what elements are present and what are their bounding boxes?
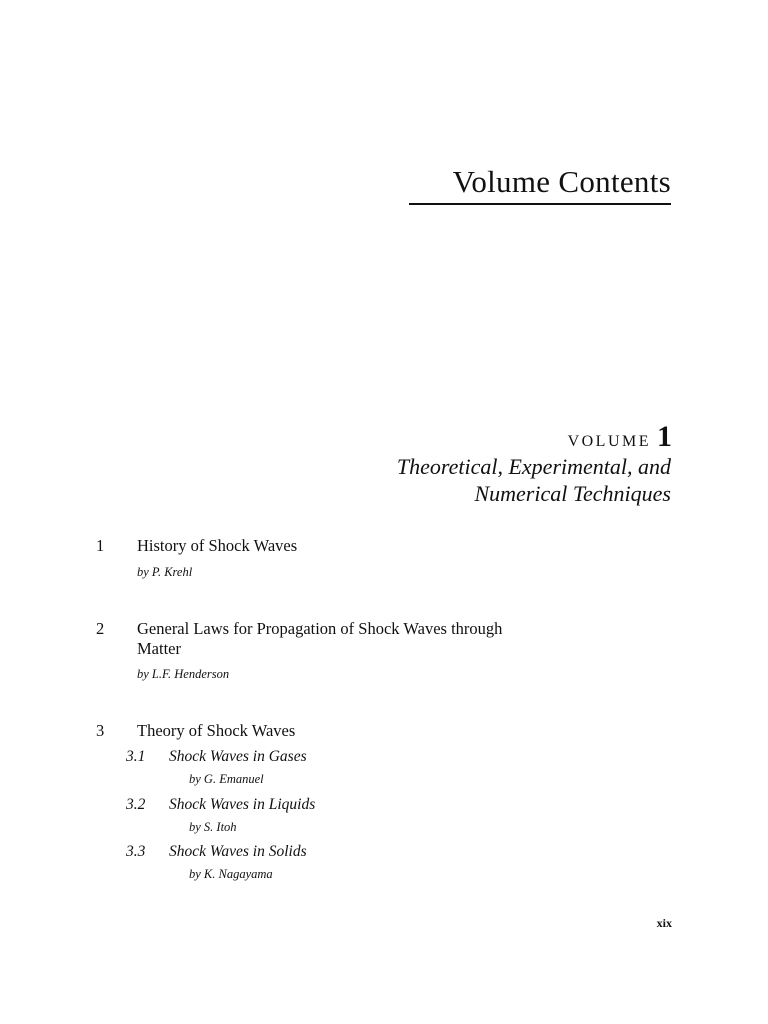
chapter-1-author: by P. Krehl (137, 565, 193, 579)
chapter-3-title: Theory of Shock Waves (137, 721, 296, 740)
title-rule (409, 203, 671, 205)
chapter-2-author: by L.F. Henderson (137, 667, 230, 681)
section-3-3-title: Shock Waves in Solids (169, 843, 307, 860)
chapter-3-number: 3 (96, 721, 105, 740)
section-3-3-author: by K. Nagayama (189, 867, 273, 881)
section-3-2-title: Shock Waves in Liquids (169, 796, 316, 813)
chapter-2-title-line-2: Matter (137, 639, 181, 658)
volume-word: VOLUME (567, 433, 651, 450)
section-3-1-author: by G. Emanuel (189, 772, 264, 786)
volume-subtitle (397, 453, 671, 507)
page-folio: xix (656, 916, 672, 930)
volume-label (568, 420, 672, 454)
section-3-2-author: by S. Itoh (189, 820, 237, 834)
section-3-1-title: Shock Waves in Gases (169, 748, 307, 765)
section-3-1-number: 3.1 (126, 748, 146, 765)
chapter-2-title-line-1: General Laws for Propagation of Shock Waves through (137, 619, 503, 638)
volume-subtitle-line-2: Numerical Techniques (474, 481, 671, 506)
section-3-2-number: 3.2 (126, 796, 146, 813)
page-title: Volume Contents (452, 164, 671, 199)
section-3-3-number: 3.3 (126, 843, 146, 860)
chapter-2-number: 2 (96, 619, 105, 638)
chapter-1-number: 1 (96, 536, 105, 555)
chapter-1-title: History of Shock Waves (137, 536, 298, 555)
volume-subtitle-line-1: Theoretical, Experimental, and (396, 454, 671, 479)
volume-number: 1 (657, 420, 672, 453)
